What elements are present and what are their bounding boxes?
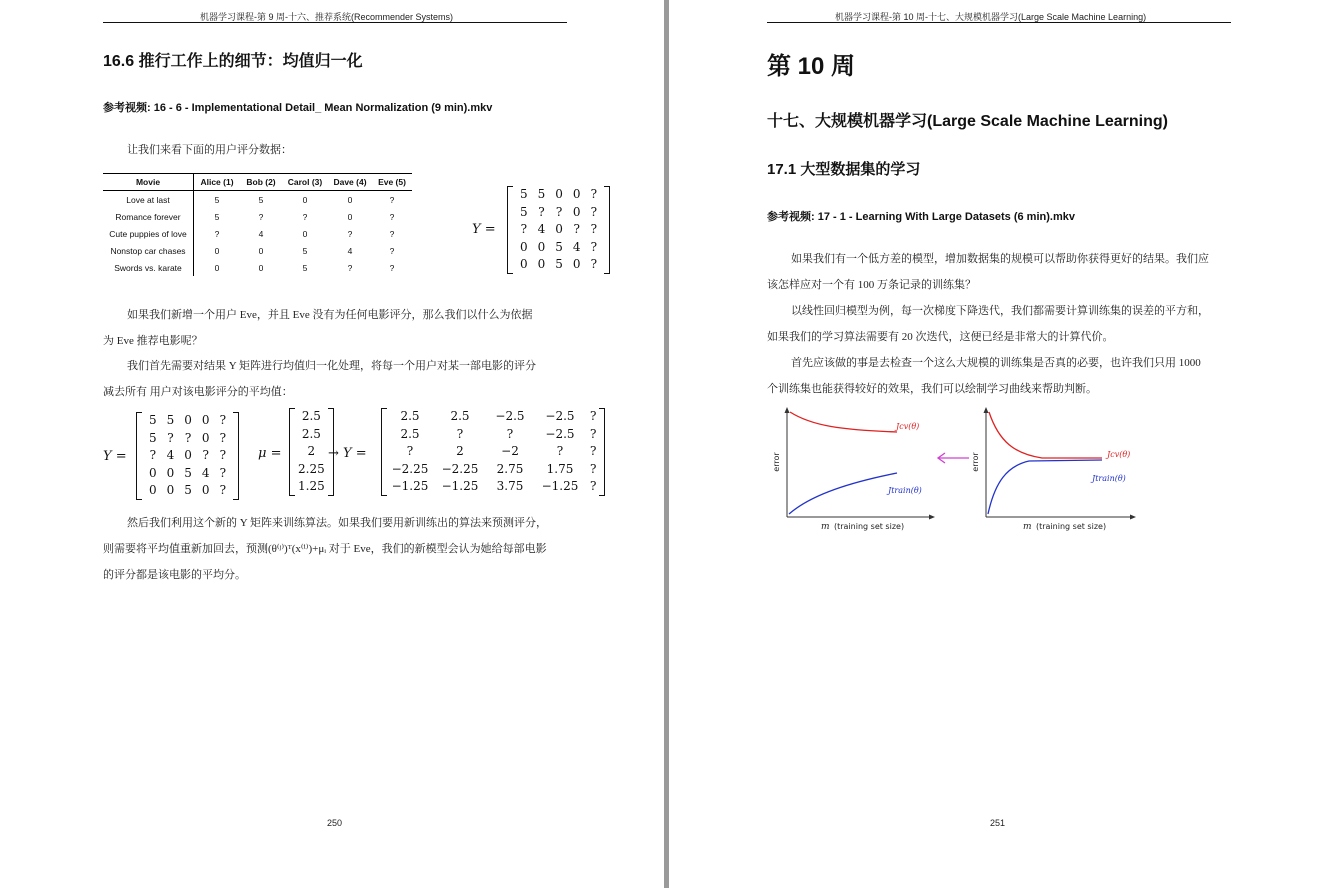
table-cell: 4 [347, 245, 353, 256]
matrix-cell: 5 [184, 483, 192, 497]
cv-error-curve [790, 412, 897, 432]
table-header-cell: Carol (3) [282, 174, 328, 191]
paragraph-line: 如果我们的学习算法需要有 20 次迭代，这便已经是非常大的计算代价。 [767, 331, 1114, 343]
reference-video: 参考视频: 17 - 1 - Learning With Large Datasets (6 min).mkv [767, 211, 1075, 223]
matrix-cell: 0 [537, 257, 546, 271]
train-error-curve [988, 460, 1102, 514]
y-axis-arrow [785, 407, 790, 413]
matrix-cell: ? [520, 222, 528, 236]
matrix-cell: ? [590, 222, 597, 236]
matrix-cell: ? [590, 204, 597, 219]
table-cell: Swords vs. karate [103, 259, 194, 276]
eq-mu-label: μ = [258, 446, 282, 461]
matrix-cell: ? [590, 409, 597, 423]
matrix-cell: 0 [166, 483, 175, 497]
matrix-cell: 2.5 [301, 409, 321, 423]
y-axis-arrow [984, 407, 989, 413]
table-cell: ? [258, 211, 264, 222]
table-cell: 0 [214, 245, 220, 256]
header-rule [103, 22, 567, 23]
matrix-cell: 0 [201, 413, 210, 427]
learning-curve-plot-high-bias [971, 407, 1136, 532]
matrix-y [507, 186, 610, 274]
chapter-title: 十七、大规模机器学习(Large Scale Machine Learning) [767, 113, 1168, 130]
matrix-cell: 2 [307, 444, 316, 458]
matrix-cell: 5 [149, 413, 157, 427]
matrix-cell: −2.25 [391, 461, 429, 476]
table-cell: ? [214, 228, 220, 239]
header-rule [767, 22, 1231, 23]
matrix-cell: −2.5 [545, 426, 575, 441]
matrix-cell: −1.25 [391, 479, 429, 493]
page-header: 机器学习课程-第 10 周-十七、大规模机器学习(Large Scale Machine Learning) [835, 12, 1147, 22]
matrix-cell: 2 [456, 444, 464, 458]
matrix-cell: 0 [520, 239, 528, 254]
table-cell: ? [389, 262, 395, 273]
matrix-cell: ? [590, 239, 597, 254]
table-cell: Love at last [103, 191, 194, 209]
matrix-cell: 4 [572, 239, 581, 254]
table-cell: 0 [258, 262, 264, 273]
matrix-cell: 0 [149, 465, 157, 480]
matrix-cell: −2.5 [545, 409, 575, 423]
table-header-cell: Dave (4) [328, 174, 372, 191]
matrix-bracket-left [136, 412, 142, 500]
eq-matrix-ynorm [381, 408, 605, 496]
paragraph-line: 个训练集也能获得较好的效果，我们可以绘制学习曲线来帮助判断。 [767, 383, 1097, 395]
matrix-cell: 1.25 [298, 479, 325, 493]
matrix-cell: −2 [501, 444, 519, 458]
matrix-cell: 0 [201, 430, 210, 445]
matrix-cell: 5 [555, 257, 563, 271]
eq-y-label: Y = [103, 449, 127, 464]
paragraph-line: 该怎样应对一个有 100 万条记录的训练集？ [767, 279, 976, 291]
matrix-cell: 0 [572, 187, 581, 201]
matrix-cell: 1.75 [546, 461, 574, 476]
table-row [103, 191, 412, 209]
matrix-cell: 0 [572, 204, 581, 219]
matrix-cell: 2.5 [301, 426, 321, 441]
matrix-cell: 2.75 [496, 461, 524, 476]
table-cell: ? [389, 194, 395, 205]
eq-arrow-label: → Y = [328, 446, 367, 461]
matrix-cell: ? [184, 430, 192, 445]
train-curve-label: Jtrain(θ) [1092, 474, 1126, 483]
table-cell: 5 [302, 245, 308, 256]
matrix-cell: ? [590, 187, 597, 201]
paragraph-line: 首先应该做的事是去检查一个这么大规模的训练集是否真的必要，也许我们只用 1000 [791, 357, 1201, 369]
matrix-cell: 0 [166, 465, 175, 480]
learning-curve-plot-high-variance [772, 407, 935, 532]
table-row [103, 208, 412, 225]
matrix-cell: ? [406, 444, 414, 458]
eq-vector-mu [289, 408, 334, 496]
page-header: 机器学习课程-第 9 周-十六、推荐系统(Recommender Systems) [200, 12, 454, 22]
matrix-cell: 5 [149, 430, 157, 445]
paragraph-line: 的评分都是该电影的平均分。 [103, 569, 246, 581]
y-axis-label: error [971, 452, 980, 472]
x-axis-arrow [1130, 515, 1136, 520]
table-cell: 0 [347, 211, 353, 222]
intro-text: 让我们来看下面的用户评分数据： [127, 144, 292, 156]
matrix-y-label: Y = [472, 222, 496, 237]
matrix-cell: ? [149, 448, 157, 462]
paragraph-line: 减去所有 用户对该电影评分的平均值： [103, 386, 293, 398]
left-page [0, 0, 664, 888]
table-cell: 0 [302, 194, 308, 205]
paragraph-line: 如果我们有一个低方差的模型，增加数据集的规模可以帮助你获得更好的结果。我们应 [791, 253, 1209, 265]
matrix-cell: 4 [166, 448, 175, 462]
matrix-cell: −2.5 [495, 409, 525, 423]
table-header-cell: Movie [103, 174, 194, 191]
paragraph-line: 则需要将平均值重新加回去，预测(θ⁽ʲ⁾)ᵀ(x⁽ⁱ⁾)+μᵢ 对于 Eve，我们的新模型会认为她给每部电影 [103, 543, 547, 555]
paragraph-line: 我们首先需要对结果 Y 矩阵进行均值归一化处理，将每一个用户对某一部电影的评分 [127, 360, 537, 372]
matrix-cell: 0 [184, 448, 192, 462]
eq-matrix-y [136, 412, 239, 500]
matrix-cell: 0 [149, 483, 157, 497]
train-curve-label: Jtrain(θ) [888, 486, 922, 495]
matrix-cell: 5 [537, 187, 546, 201]
cv-error-curve [989, 412, 1102, 458]
matrix-cell: ? [219, 465, 226, 480]
x-axis-label-m: m [1023, 522, 1032, 532]
matrix-cell: 2.5 [450, 409, 470, 423]
train-error-curve [789, 473, 897, 514]
matrix-bracket-right [599, 408, 605, 496]
cv-curve-label: Jcv(θ) [896, 422, 920, 431]
matrix-cell: 3.75 [496, 479, 524, 493]
table-cell: ? [302, 211, 308, 222]
table-cell: ? [389, 211, 395, 222]
table-cell: 0 [258, 245, 264, 256]
learning-curves-figure [767, 402, 1147, 540]
matrix-cell: ? [538, 204, 545, 219]
table-cell: ? [389, 245, 395, 256]
right-page [669, 0, 1329, 888]
week-title: 第 10 周 [767, 53, 856, 80]
ratings-table [103, 173, 412, 276]
matrix-bracket-left [289, 408, 295, 496]
matrix-cell: ? [556, 444, 564, 458]
matrix-cell: 2.5 [400, 426, 420, 441]
matrix-cell: ? [590, 444, 597, 458]
matrix-cell: ? [590, 479, 597, 493]
matrix-cell: ? [219, 483, 226, 497]
matrix-cell: ? [219, 448, 226, 462]
table-cell: 5 [214, 194, 220, 205]
table-cell: ? [347, 228, 353, 239]
matrix-cell: 4 [537, 222, 546, 236]
table-header-cell: Alice (1) [194, 174, 241, 191]
table-cell: 0 [302, 228, 308, 239]
matrix-cell: ? [219, 413, 226, 427]
matrix-cell: −2.25 [441, 461, 479, 476]
matrix-cell: 5 [520, 204, 528, 219]
matrix-cell: 0 [555, 187, 563, 201]
paragraph-line: 然后我们利用这个新的 Y 矩阵来训练算法。如果我们要用新训练出的算法来预测评分， [127, 517, 548, 529]
table-cell: 5 [302, 262, 308, 273]
matrix-cell: ? [573, 222, 580, 236]
page-number: 251 [990, 818, 1006, 828]
table-header-cell: Eve (5) [372, 174, 412, 191]
matrix-cell: ? [219, 430, 226, 445]
x-axis-arrow [929, 515, 935, 520]
matrix-cell: 5 [166, 413, 175, 427]
table-cell: ? [389, 228, 395, 239]
matrix-cell: 2.25 [298, 461, 325, 476]
x-axis-label: (training set size) [1036, 522, 1107, 531]
table-header-row [103, 174, 412, 191]
matrix-cell: ? [590, 257, 597, 271]
x-axis-label-m: m [821, 522, 830, 532]
matrix-cell: 5 [184, 465, 192, 480]
table-cell: ? [347, 262, 353, 273]
matrix-cell: 0 [184, 413, 192, 427]
matrix-cell: ? [506, 426, 514, 441]
matrix-cell: 4 [201, 465, 210, 480]
matrix-cell: ? [590, 426, 597, 441]
paragraph-line: 为 Eve 推荐电影呢？ [103, 335, 203, 347]
table-cell: 4 [258, 228, 264, 239]
table-cell: 5 [214, 211, 220, 222]
matrix-cell: −1.25 [541, 479, 579, 493]
table-cell: Nonstop car chases [103, 242, 194, 259]
table-header-cell: Bob (2) [240, 174, 282, 191]
table-cell: Cute puppies of love [103, 225, 194, 242]
matrix-bracket-left [507, 186, 513, 274]
cv-curve-label: Jcv(θ) [1107, 450, 1131, 459]
matrix-cell: 5 [520, 187, 528, 201]
paragraph-line: 如果我们新增一个用户 Eve，并且 Eve 没有为任何电影评分，那么我们以什么为依据 [127, 309, 533, 321]
page-number: 250 [327, 818, 343, 828]
section-title: 17.1 大型数据集的学习 [767, 161, 921, 178]
reference-video: 参考视频: 16 - 6 - Implementational Detail_ Mean Normalization (9 min).mkv [103, 102, 493, 114]
table-cell: 5 [258, 194, 264, 205]
matrix-cell: 0 [555, 222, 563, 236]
table-cell: 0 [347, 194, 353, 205]
table-row [103, 259, 412, 276]
matrix-cell: ? [456, 426, 464, 441]
comparison-arrow [938, 453, 969, 463]
table-cell: 0 [214, 262, 220, 273]
table-row [103, 225, 412, 242]
matrix-cell: 5 [555, 239, 563, 254]
matrix-cell: 2.5 [400, 409, 420, 423]
paragraph-line: 以线性回归模型为例，每一次梯度下降迭代，我们都需要计算训练集的误差的平方和， [791, 305, 1209, 317]
matrix-cell: 0 [537, 239, 546, 254]
matrix-cell: ? [555, 204, 563, 219]
matrix-cell: ? [590, 461, 597, 476]
x-axis-label: (training set size) [834, 522, 905, 531]
matrix-bracket-right [233, 412, 239, 500]
matrix-bracket-right [604, 186, 610, 274]
table-row [103, 242, 412, 259]
matrix-cell: 0 [572, 257, 581, 271]
matrix-bracket-left [381, 408, 387, 496]
matrix-cell: −1.25 [441, 479, 479, 493]
matrix-cell: ? [202, 448, 209, 462]
matrix-cell: ? [167, 430, 174, 445]
table-cell: Romance forever [103, 208, 194, 225]
matrix-cell: 0 [201, 483, 210, 497]
y-axis-label: error [772, 452, 781, 472]
matrix-cell: 0 [520, 257, 528, 271]
section-title: 16.6 推行工作上的细节：均值归一化 [103, 53, 363, 70]
